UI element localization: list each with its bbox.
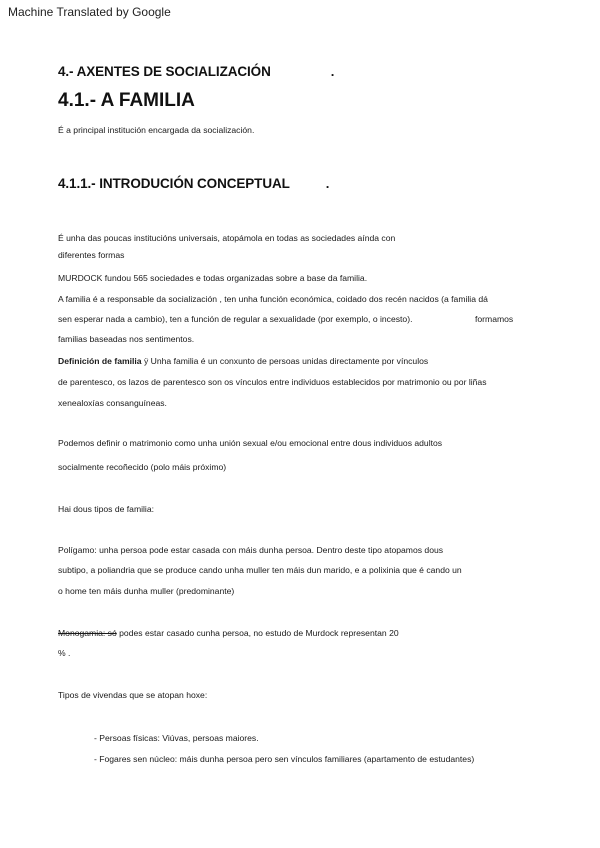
machine-translated-banner: Machine Translated by Google [8, 5, 171, 19]
polygamy-line-1: Polígamo: unha persoa pode estar casada con máis dunha persoa. Dentro deste tipo atopamos dous [58, 545, 444, 555]
intro-paragraph: É a principal institución encargada da socialización. [58, 125, 255, 135]
polygamy-line-2: subtipo, a poliandria que se produce cando unha muller ten máis dun marido, e a polixinia que é cando un [58, 565, 462, 575]
subsubsection-title-text: 4.1.1.- INTRODUCIÓN CONCEPTUAL [58, 176, 290, 191]
paragraph-1-line-1: É unha das poucas institucións universais, atopámola en todas as sociedades aínda con [58, 233, 396, 243]
list-item: - Persoas físicas: Viúvas, persoas maiores. [94, 733, 259, 743]
definition-line-3: xenealoxías consanguíneas. [58, 398, 167, 408]
list-item: - Fogares sen núcleo: máis dunha persoa pero sen vínculos familiares (apartamento de estudantes) [94, 754, 475, 764]
section-title [58, 64, 334, 79]
paragraph-5: Hai dous tipos de familia: [58, 504, 155, 514]
paragraph-6: Tipos de vivendas que se atopan hoxe: [58, 690, 208, 700]
polygamy-line-3: o home ten máis dunha muller (predominante) [58, 586, 235, 596]
monogamy-line-2: % . [58, 648, 71, 658]
paragraph-3-line-2: sen esperar nada a cambio), ten a función de regular a sexualidade (por exemplo, o incesto). [58, 314, 413, 324]
paragraph-4-line-2: socialmente recoñecido (polo máis próximo) [58, 462, 227, 472]
monogamy-line-1 [58, 628, 399, 638]
subsubsection-title-dot: . [325, 176, 330, 191]
subsection-title: 4.1.- A FAMILIA [58, 90, 195, 111]
definition-line-1 [58, 356, 428, 366]
section-title-text: 4.- AXENTES DE SOCIALIZACIÓN [58, 64, 271, 79]
paragraph-3-line-2-tail: formamos [475, 314, 514, 324]
paragraph-2: MURDOCK fundou 565 sociedades e todas organizadas sobre a base da familia. [58, 273, 368, 283]
monogamy-text: podes estar casado cunha persoa, no estudo de Murdock representan 20 [116, 628, 399, 638]
paragraph-1-line-2: diferentes formas [58, 250, 125, 260]
subsubsection-title [58, 176, 329, 191]
paragraph-3-line-1: A familia é a responsable da socialización , ten unha función económica, coidado dos recén nacidos (a familia dá [58, 294, 488, 304]
paragraph-3-line-3: familias baseadas nos sentimentos. [58, 334, 195, 344]
definition-text: ÿ Unha familia é un conxunto de persoas unidas directamente por vínculos [141, 356, 429, 366]
section-title-dot: . [330, 64, 335, 79]
paragraph-4-line-1: Podemos definir o matrimonio como unha unión sexual e/ou emocional entre dous individuos adultos [58, 438, 443, 448]
definition-line-2: de parentesco, os lazos de parentesco son os vínculos entre individuos establecidos por matrimonio ou por liñas [58, 377, 487, 387]
monogamy-label: Monogamia: só [58, 628, 117, 638]
definition-label: Definición de familia [58, 356, 142, 366]
